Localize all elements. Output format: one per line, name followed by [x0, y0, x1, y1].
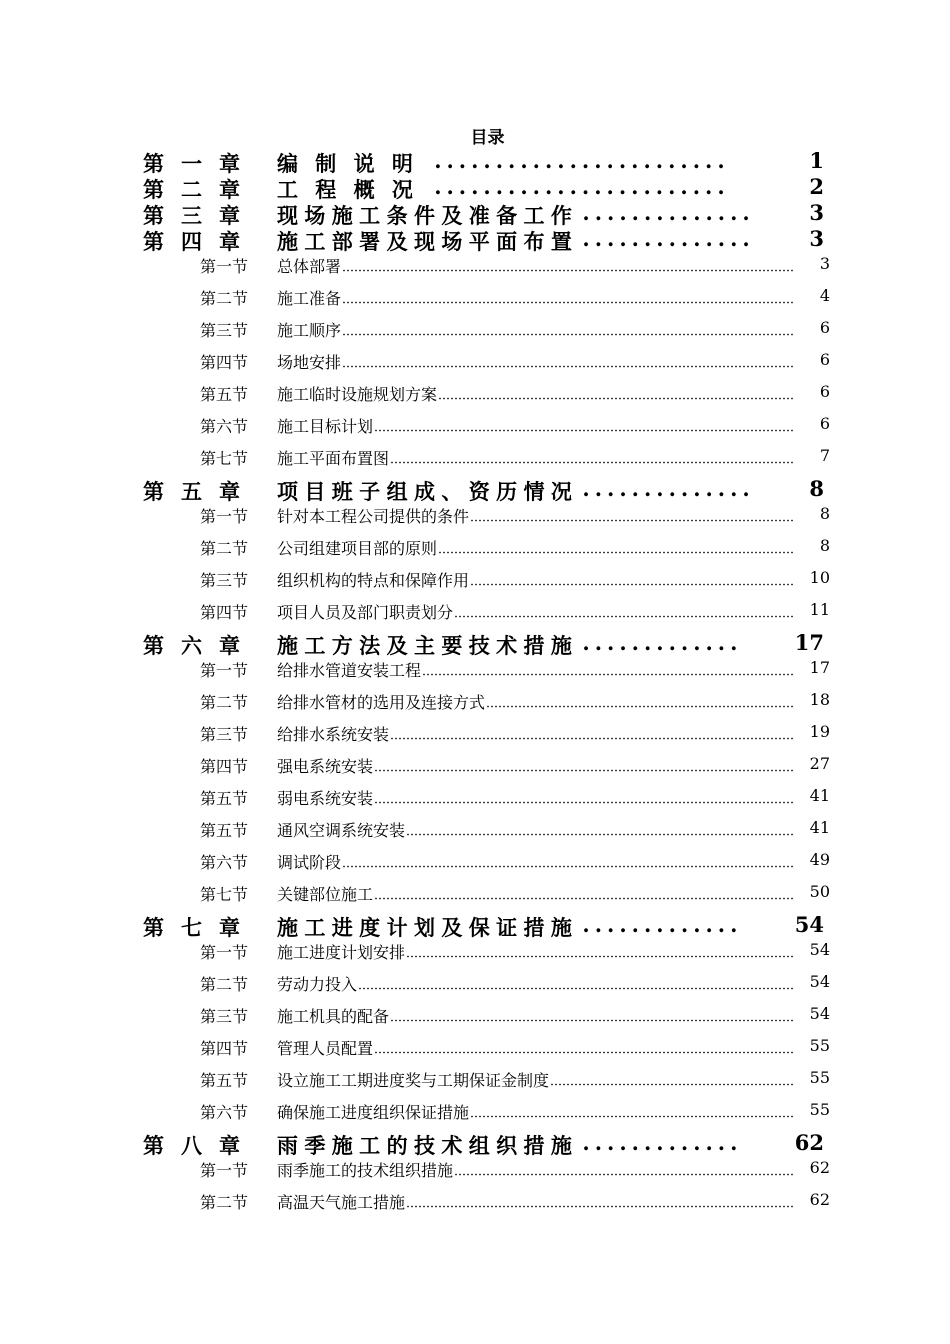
chapter-title: 编 制 说 明: [277, 151, 413, 176]
section-number: 第五节: [200, 821, 249, 840]
chapter-number: 第 二 章: [143, 177, 240, 202]
dot-leader: [406, 1190, 793, 1208]
page-number: 10: [809, 568, 830, 587]
section-number: 第三节: [200, 571, 249, 590]
dot-leader: [374, 882, 793, 900]
section-number: 第四节: [200, 353, 249, 372]
dot-leader: [438, 536, 793, 554]
chapter-title: 施 工 部 署 及 现 场 平 面 布 置: [277, 229, 572, 254]
toc-section-entry[interactable]: [0, 1000, 950, 1032]
toc-section-entry[interactable]: [0, 1032, 950, 1064]
section-number: 第一节: [200, 661, 249, 680]
section-title: 给排水管材的选用及连接方式: [277, 693, 486, 712]
section-title: 关键部位施工: [277, 885, 374, 904]
dot-leader: ........................: [434, 174, 730, 199]
section-number: 第六节: [200, 1103, 249, 1122]
section-title: 公司组建项目部的原则: [277, 539, 438, 558]
page-number: 6: [819, 414, 830, 433]
toc-section-entry[interactable]: [0, 814, 950, 846]
section-number: 第七节: [200, 449, 249, 468]
section-title: 给排水管道安装工程: [277, 661, 422, 680]
chapter-title: 项 目 班 子 组 成 、 资 历 情 况: [277, 479, 572, 504]
dot-leader: ..............: [582, 200, 755, 225]
page-number: 3: [809, 226, 824, 251]
section-number: 第四节: [200, 603, 249, 622]
dot-leader: [390, 722, 793, 740]
chapter-title: 雨 季 施 工 的 技 术 组 织 措 施: [277, 1133, 572, 1158]
toc-section-entry[interactable]: [0, 654, 950, 686]
section-title: 施工机具的配备: [277, 1007, 390, 1026]
dot-leader: [374, 414, 793, 432]
toc-chapter-entry[interactable]: [0, 628, 950, 658]
toc-section-entry[interactable]: [0, 936, 950, 968]
page-number: 27: [809, 754, 830, 773]
toc-section-entry[interactable]: [0, 878, 950, 910]
page-number: 11: [809, 600, 830, 619]
page-number: 8: [819, 504, 830, 523]
dot-leader: [374, 1036, 793, 1054]
dot-leader: [470, 568, 793, 586]
toc-section-entry[interactable]: [0, 346, 950, 378]
toc-section-entry[interactable]: [0, 532, 950, 564]
dot-leader: ..............: [582, 476, 755, 501]
dot-leader: [550, 1068, 793, 1086]
section-number: 第四节: [200, 1039, 249, 1058]
section-title: 通风空调系统安装: [277, 821, 406, 840]
dot-leader: [374, 754, 793, 772]
dot-leader: [374, 786, 793, 804]
chapter-title: 工 程 概 况: [277, 177, 413, 202]
dot-leader: [390, 446, 793, 464]
dot-leader: [454, 600, 793, 618]
section-title: 针对本工程公司提供的条件: [277, 507, 470, 526]
page-number: 54: [809, 972, 830, 991]
page-number: 55: [809, 1036, 830, 1055]
section-title: 施工准备: [277, 289, 342, 308]
toc-section-entry[interactable]: [0, 314, 950, 346]
dot-leader: [470, 504, 793, 522]
section-title: 项目人员及部门职责划分: [277, 603, 454, 622]
section-title: 组织机构的特点和保障作用: [277, 571, 470, 590]
section-title: 施工平面布置图: [277, 449, 390, 468]
chapter-number: 第 八 章: [143, 1133, 240, 1158]
section-number: 第四节: [200, 757, 249, 776]
section-number: 第三节: [200, 725, 249, 744]
section-title: 管理人员配置: [277, 1039, 374, 1058]
page-number: 50: [809, 882, 830, 901]
page-number: 55: [809, 1068, 830, 1087]
section-number: 第二节: [200, 1193, 249, 1212]
dot-leader: [342, 850, 793, 868]
section-title: 施工临时设施规划方案: [277, 385, 438, 404]
toc-chapter-entry[interactable]: [0, 172, 950, 202]
section-title: 高温天气施工措施: [277, 1193, 406, 1212]
section-number: 第五节: [200, 385, 249, 404]
section-title: 雨季施工的技术组织措施: [277, 1161, 454, 1180]
toc-section-entry[interactable]: [0, 500, 950, 532]
page-number: 6: [819, 382, 830, 401]
toc-section-entry[interactable]: [0, 846, 950, 878]
page-number: 6: [819, 350, 830, 369]
toc-section-entry[interactable]: [0, 1064, 950, 1096]
dot-leader: [470, 1100, 793, 1118]
section-number: 第一节: [200, 507, 249, 526]
toc-section-entry[interactable]: [0, 968, 950, 1000]
section-number: 第五节: [200, 1071, 249, 1090]
toc-section-entry[interactable]: [0, 750, 950, 782]
toc-section-entry[interactable]: [0, 782, 950, 814]
chapter-number: 第 三 章: [143, 203, 240, 228]
page-number: 8: [809, 476, 824, 501]
toc-chapter-entry[interactable]: [0, 198, 950, 228]
dot-leader: [390, 1004, 793, 1022]
dot-leader: ........................: [434, 148, 730, 173]
dot-leader: [486, 690, 793, 708]
dot-leader: ..............: [582, 226, 755, 251]
section-number: 第二节: [200, 289, 249, 308]
section-number: 第三节: [200, 321, 249, 340]
toc-section-entry[interactable]: [0, 282, 950, 314]
toc-section-entry[interactable]: [0, 1186, 950, 1218]
dot-leader: .............: [582, 912, 743, 937]
dot-leader: [406, 818, 793, 836]
toc-title: 目录: [470, 128, 505, 148]
section-title: 确保施工进度组织保证措施: [277, 1103, 470, 1122]
dot-leader: [342, 254, 793, 272]
page-number: 3: [809, 200, 824, 225]
section-number: 第二节: [200, 539, 249, 558]
section-number: 第三节: [200, 1007, 249, 1026]
dot-leader: [342, 318, 793, 336]
page-number: 62: [809, 1158, 830, 1177]
page-number: 17: [809, 658, 830, 677]
page-number: 55: [809, 1100, 830, 1119]
toc-section-entry[interactable]: [0, 410, 950, 442]
section-title: 调试阶段: [277, 853, 342, 872]
toc-section-entry[interactable]: [0, 686, 950, 718]
dot-leader: [438, 382, 793, 400]
dot-leader: [422, 658, 793, 676]
section-title: 施工顺序: [277, 321, 342, 340]
toc-section-entry[interactable]: [0, 442, 950, 474]
toc-section-entry[interactable]: [0, 1096, 950, 1128]
section-title: 场地安排: [277, 353, 342, 372]
dot-leader: [342, 350, 793, 368]
page-number: 6: [819, 318, 830, 337]
toc-section-entry[interactable]: [0, 378, 950, 410]
page-number: 2: [809, 174, 824, 199]
section-title: 劳动力投入: [277, 975, 358, 994]
page-number: 54: [794, 912, 824, 937]
section-title: 弱电系统安装: [277, 789, 374, 808]
toc-section-entry[interactable]: [0, 718, 950, 750]
page-number: 19: [809, 722, 830, 741]
toc-section-entry[interactable]: [0, 250, 950, 282]
section-number: 第二节: [200, 975, 249, 994]
page-number: 41: [809, 818, 830, 837]
section-title: 强电系统安装: [277, 757, 374, 776]
toc-chapter-entry[interactable]: [0, 474, 950, 504]
toc-chapter-entry[interactable]: [0, 910, 950, 940]
section-title: 施工进度计划安排: [277, 943, 406, 962]
dot-leader: .............: [582, 630, 743, 655]
page-number: 54: [809, 940, 830, 959]
dot-leader: [358, 972, 793, 990]
section-title: 总体部署: [277, 257, 342, 276]
chapter-number: 第 六 章: [143, 633, 240, 658]
dot-leader: .............: [582, 1130, 743, 1155]
page-number: 3: [819, 254, 830, 273]
page-number: 1: [809, 148, 824, 173]
section-number: 第六节: [200, 853, 249, 872]
section-number: 第一节: [200, 1161, 249, 1180]
chapter-title: 现 场 施 工 条 件 及 准 备 工 作: [277, 203, 572, 228]
section-title: 给排水系统安装: [277, 725, 390, 744]
page-number: 62: [809, 1190, 830, 1209]
page-number: 18: [809, 690, 830, 709]
chapter-number: 第 五 章: [143, 479, 240, 504]
chapter-number: 第 一 章: [143, 151, 240, 176]
section-title: 设立施工工期进度奖与工期保证金制度: [277, 1071, 550, 1090]
section-number: 第二节: [200, 693, 249, 712]
page-number: 62: [794, 1130, 824, 1155]
dot-leader: [342, 286, 793, 304]
toc-chapter-entry[interactable]: [0, 146, 950, 176]
section-number: 第六节: [200, 417, 249, 436]
dot-leader: [406, 940, 793, 958]
table-of-contents: [0, 146, 950, 1218]
page-number: 54: [809, 1004, 830, 1023]
section-number: 第一节: [200, 257, 249, 276]
section-title: 施工目标计划: [277, 417, 374, 436]
chapter-number: 第 四 章: [143, 229, 240, 254]
page-number: 17: [794, 630, 824, 655]
page-number: 49: [809, 850, 830, 869]
dot-leader: [454, 1158, 793, 1176]
toc-section-entry[interactable]: [0, 596, 950, 628]
section-number: 第七节: [200, 885, 249, 904]
toc-chapter-entry[interactable]: [0, 1128, 950, 1158]
chapter-number: 第 七 章: [143, 915, 240, 940]
chapter-title: 施 工 方 法 及 主 要 技 术 措 施: [277, 633, 572, 658]
page-number: 8: [819, 536, 830, 555]
page-number: 4: [819, 286, 830, 305]
section-number: 第五节: [200, 789, 249, 808]
chapter-title: 施 工 进 度 计 划 及 保 证 措 施: [277, 915, 572, 940]
page-number: 7: [819, 446, 830, 465]
toc-section-entry[interactable]: [0, 564, 950, 596]
page-number: 41: [809, 786, 830, 805]
toc-section-entry[interactable]: [0, 1154, 950, 1186]
section-number: 第一节: [200, 943, 249, 962]
toc-chapter-entry[interactable]: [0, 224, 950, 254]
